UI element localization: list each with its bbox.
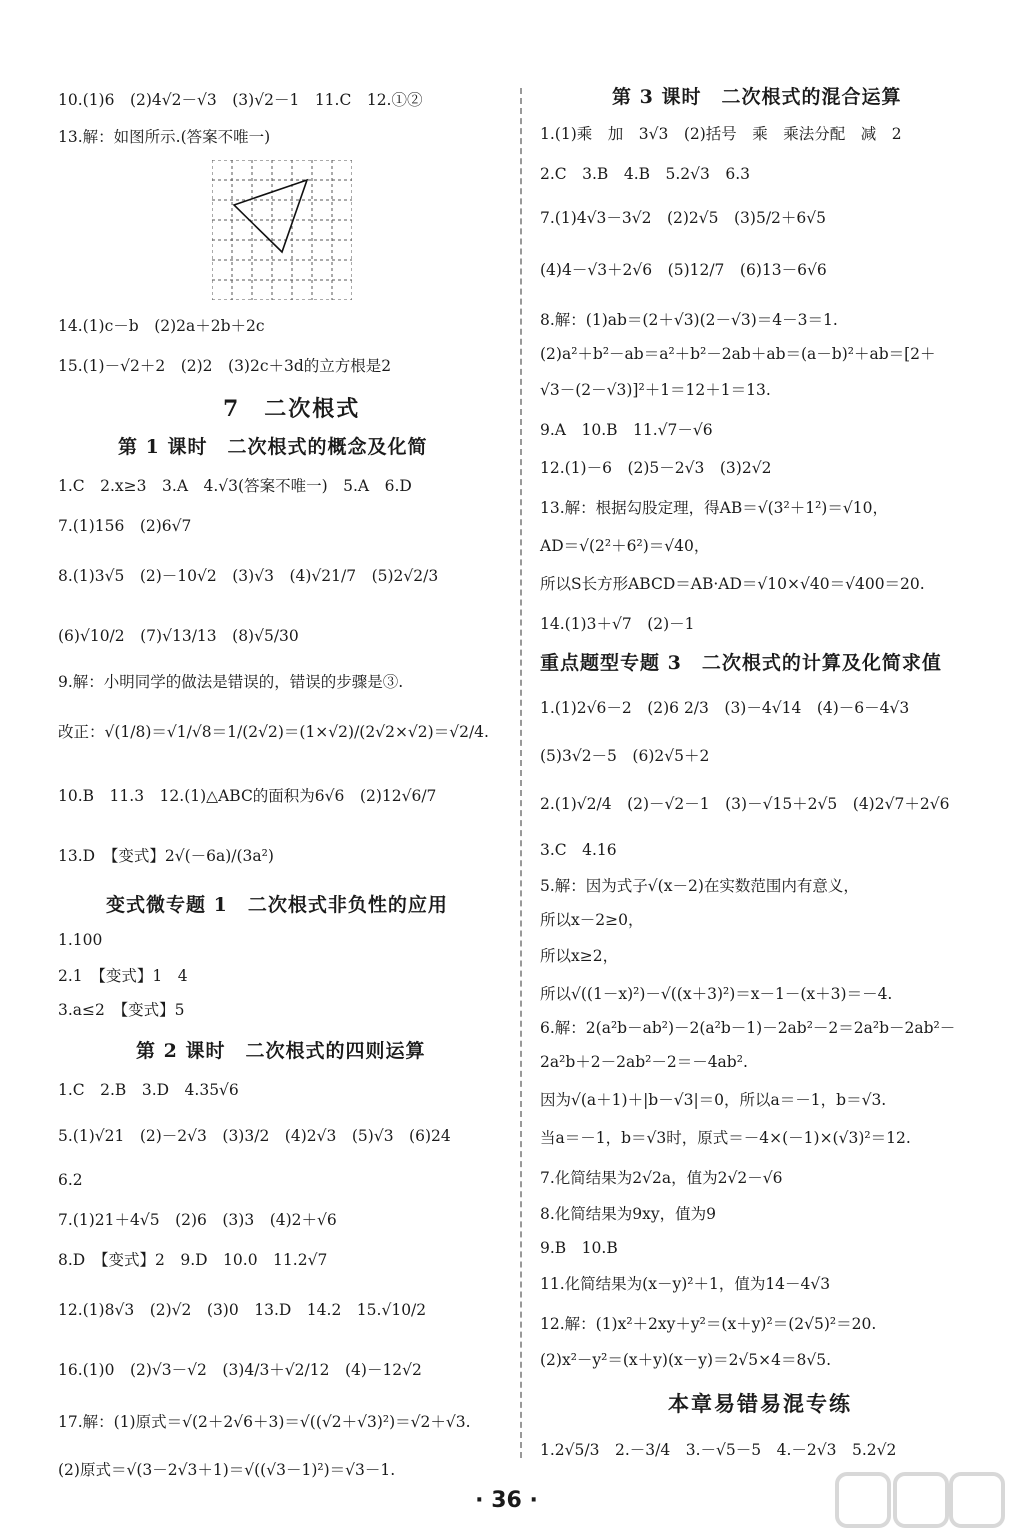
answer-line: 1.C 2.B 3.D 4.35√6 — [58, 1081, 239, 1099]
answer-line: 16.(1)0 (2)√3－√2 (3)4/3＋√2/12 (4)－12√2 — [58, 1361, 422, 1379]
answer-line: 1.(1)2√6－2 (2)6 2/3 (3)－4√14 (4)－6－4√3 — [540, 699, 910, 717]
answer-line: 13.解：如图所示.(答案不唯一) — [58, 128, 271, 146]
section-title: 7 二次根式 — [223, 396, 361, 422]
answer-line: 7.(1)4√3－3√2 (2)2√5 (3)5/2＋6√5 — [540, 209, 827, 227]
answer-line: 1.2√5/3 2.－3/4 3.－√5－5 4.－2√3 5.2√2 — [540, 1441, 897, 1459]
answer-line: (2)x²－y²＝(x＋y)(x－y)＝2√5×4＝8√5. — [540, 1351, 832, 1369]
answer-line: 3.a≤2 【变式】5 — [58, 1001, 185, 1019]
answer-line: 所以x≥2， — [540, 947, 619, 965]
answer-line: 所以S长方形ABCD＝AB·AD＝√10×√40＝√400＝20. — [540, 575, 925, 593]
answer-line: 12.解：(1)x²＋2xy＋y²＝(x＋y)²＝(2√5)²＝20. — [540, 1315, 877, 1333]
answer-line: 8.解：(1)ab＝(2＋√3)(2－√3)＝4－3＝1. — [540, 311, 838, 329]
answer-line: 5.解：因为式子√(x－2)在实数范围内有意义， — [540, 877, 859, 895]
answer-line: 12.(1)－6 (2)5－2√3 (3)2√2 — [540, 459, 772, 477]
answer-line: AD＝√(2²＋6²)＝√40， — [540, 537, 710, 555]
answer-line: 13.解：根据勾股定理，得AB＝√(3²＋1²)＝√10， — [540, 499, 888, 517]
answer-line: 3.C 4.16 — [540, 841, 617, 859]
grid-triangle-figure — [212, 160, 352, 300]
special-topic-title: 变式微专题 1 二次根式非负性的应用 — [106, 894, 448, 916]
answer-line: 11.化简结果为(x－y)²＋1，值为14－4√3 — [540, 1275, 831, 1293]
answer-line: (6)√10/2 (7)√13/13 (8)√5/30 — [58, 627, 299, 645]
answer-line: (2)原式＝√(3－2√3＋1)＝√((√3－1)²)＝√3－1. — [58, 1461, 396, 1479]
answer-line: 6.2 — [58, 1171, 83, 1189]
lesson-title: 第 1 课时 二次根式的概念及化简 — [118, 436, 428, 458]
answer-line: 1.100 — [58, 931, 103, 949]
answer-line: 15.(1)－√2＋2 (2)2 (3)2c＋3d的立方根是2 — [58, 357, 392, 375]
answer-line: 7.化简结果为2√2a，值为2√2－√6 — [540, 1169, 783, 1187]
answer-line: (5)3√2－5 (6)2√5＋2 — [540, 747, 710, 765]
answer-line: √3－(2－√3)]²＋1＝12＋1＝13. — [540, 381, 771, 399]
answer-line: 8.化简结果为9xy，值为9 — [540, 1205, 717, 1223]
answer-line: (4)4－√3＋2√6 (5)12/7 (6)13－6√6 — [540, 261, 827, 279]
answer-line: 6.解：2(a²b－ab²)－2(a²b－1)－2ab²－2＝2a²b－2ab²－ — [540, 1019, 956, 1037]
lesson-title: 第 2 课时 二次根式的四则运算 — [136, 1040, 426, 1062]
answer-line: 2.C 3.B 4.B 5.2√3 6.3 — [540, 165, 751, 183]
answer-line: 1.C 2.x≥3 3.A 4.√3(答案不唯一) 5.A 6.D — [58, 477, 412, 495]
mistakes-title: 本章易错易混专练 — [668, 1391, 852, 1416]
answer-line: 改正：√(1/8)＝√1/√8＝1/(2√2)＝(1×√2)/(2√2×√2)＝√2/4. — [58, 723, 489, 741]
answer-line: 2a²b＋2－2ab²－2＝－4ab². — [540, 1053, 748, 1071]
answer-line: 7.(1)21＋4√5 (2)6 (3)3 (4)2＋√6 — [58, 1211, 337, 1229]
answer-line: 1.(1)乘 加 3√3 (2)括号 乘 乘法分配 减 2 — [540, 125, 902, 143]
answer-line: 12.(1)8√3 (2)√2 (3)0 13.D 14.2 15.√10/2 — [58, 1301, 427, 1319]
answer-line: (2)a²＋b²－ab＝a²＋b²－2ab＋ab＝(a－b)²＋ab＝[2＋ — [540, 345, 936, 363]
answer-line: 10.B 11.3 12.(1)△ABC的面积为6√6 (2)12√6/7 — [58, 787, 437, 805]
answer-line: 10.(1)6 (2)4√2－√3 (3)√2－1 11.C 12.①② — [58, 91, 423, 109]
answer-line: 8.D 【变式】2 9.D 10.0 11.2√7 — [58, 1251, 328, 1269]
answer-line: 2.(1)√2/4 (2)－√2－1 (3)－√15＋2√5 (4)2√7＋2√6 — [540, 795, 950, 813]
answer-line: 8.(1)3√5 (2)－10√2 (3)√3 (4)√21/7 (5)2√2/3 — [58, 567, 439, 585]
answer-line: 9.解：小明同学的做法是错误的，错误的步骤是③. — [58, 673, 404, 691]
column-divider — [520, 88, 522, 1458]
answer-line: 所以x－2≥0， — [540, 911, 644, 929]
answer-line: 17.解：(1)原式＝√(2＋2√6＋3)＝√((√2＋√3)²)＝√2＋√3. — [58, 1413, 471, 1431]
answer-line: 13.D 【变式】2√(－6a)/(3a²) — [58, 847, 274, 865]
watermark-logo — [835, 1470, 1005, 1532]
lesson-title: 第 3 课时 二次根式的混合运算 — [612, 86, 902, 108]
answer-line: 14.(1)c－b (2)2a＋2b＋2c — [58, 317, 265, 335]
answer-line: 14.(1)3＋√7 (2)－1 — [540, 615, 695, 633]
answer-line: 当a＝－1，b＝√3时，原式＝－4×(－1)×(√3)²＝12. — [540, 1129, 911, 1147]
key-topic-title: 重点题型专题 3 二次根式的计算及化简求值 — [540, 652, 942, 674]
answer-line: 5.(1)√21 (2)－2√3 (3)3/2 (4)2√3 (5)√3 (6)24 — [58, 1127, 451, 1145]
answer-line: 因为√(a＋1)＋|b－√3|＝0，所以a＝－1，b＝√3. — [540, 1091, 887, 1109]
answer-line: 9.A 10.B 11.√7－√6 — [540, 421, 713, 439]
page-number: · 36 · — [475, 1488, 538, 1513]
answer-line: 9.B 10.B — [540, 1239, 618, 1257]
answer-line: 2.1 【变式】1 4 — [58, 967, 188, 985]
answer-line: 7.(1)156 (2)6√7 — [58, 517, 192, 535]
answer-line: 所以√((1－x)²)－√((x＋3)²)＝x－1－(x＋3)＝－4. — [540, 985, 893, 1003]
